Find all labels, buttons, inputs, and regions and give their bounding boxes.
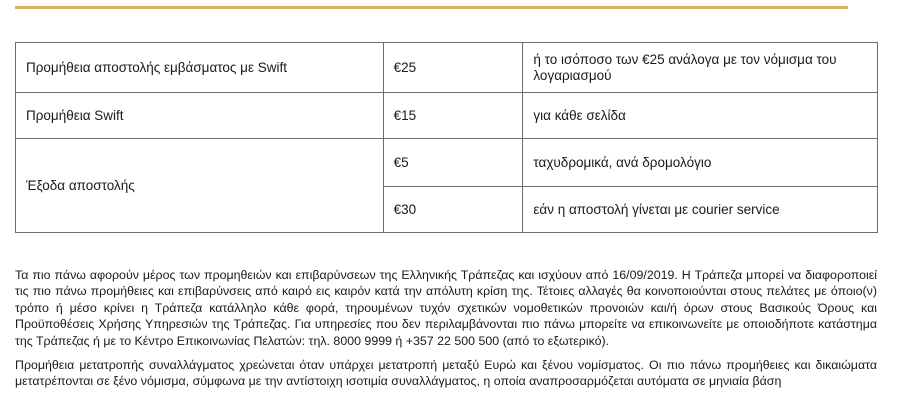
table-row (16, 93, 878, 139)
table-row (16, 139, 878, 187)
header-accent-rule (15, 6, 848, 9)
fee-cell: €5 (383, 139, 523, 187)
service-cell: Έξοδα αποστολής (16, 139, 384, 233)
table-row (16, 43, 878, 93)
fee-cell: €25 (383, 43, 523, 93)
currency-conversion-paragraph: Προμήθεια μετατροπής συναλλάγματος χρεώνεται όταν υπάρχει μετατροπή μεταξύ Ευρώ και ξένου νομίσματος. Οι πιο πάνω προμήθειες και δικαιώματα μετατρέπονται σε ξένο νόμισμα, σύμφωνα με την αντίστοιχη ισοτιμία συναλλάγματος, η οποία αναπροσαρμόζεται αυτόματα σε μηνιαία βάση (15, 358, 877, 389)
note-cell: ταχυδρομικά, ανά δρομολόγιο (523, 139, 878, 187)
service-cell: Προμήθεια Swift (16, 93, 384, 139)
note-cell: για κάθε σελίδα (523, 93, 878, 139)
fee-cell: €30 (383, 187, 523, 233)
service-cell: Προμήθεια αποστολής εμβάσματος με Swift (16, 43, 384, 93)
terms-paragraph: Τα πιο πάνω αφορούν μέρος των προμηθειών και επιβαρύνσεων της Ελληνικής Τράπεζας και ισχύουν από 16/09/2019. Η Τράπεζα μπορεί να διαφοροποιεί τις πιο πάνω προμήθειες και επιβαρύνσεις από καιρό εις καιρόν κατά την απόλυτη κρίση της. Τέτοιες αλλαγές θα κοινοποιούνται στους πελάτες με όποιο(ν) τρόπο ή μέσο κρίνει η Τράπεζα κατάλληλο κάθε φορά, τηρουμένων τυχόν σχετικών νομοθετικών προνοιών και/ή όρων στους Βασικούς Όρους και Προϋποθέσεις Χρήσης Υπηρεσιών της Τράπεζας. Για υπηρεσίες που δεν περιλαμβάνονται πιο πάνω μπορείτε να επικοινωνείτε με οποιοδήποτε κατάστημα της Τράπεζας ή με το Κέντρο Επικοινωνίας Πελατών: τηλ. 8000 9999 ή +357 22 500 500 (από το εξωτερικό). (15, 268, 877, 348)
fee-cell: €15 (383, 93, 523, 139)
note-cell: ή το ισόποσο των €25 ανάλογα με τον νόμισμα του λογαριασμού (523, 43, 878, 93)
fees-table (15, 42, 878, 233)
note-cell: εάν η αποστολή γίνεται με courier service (523, 187, 878, 233)
